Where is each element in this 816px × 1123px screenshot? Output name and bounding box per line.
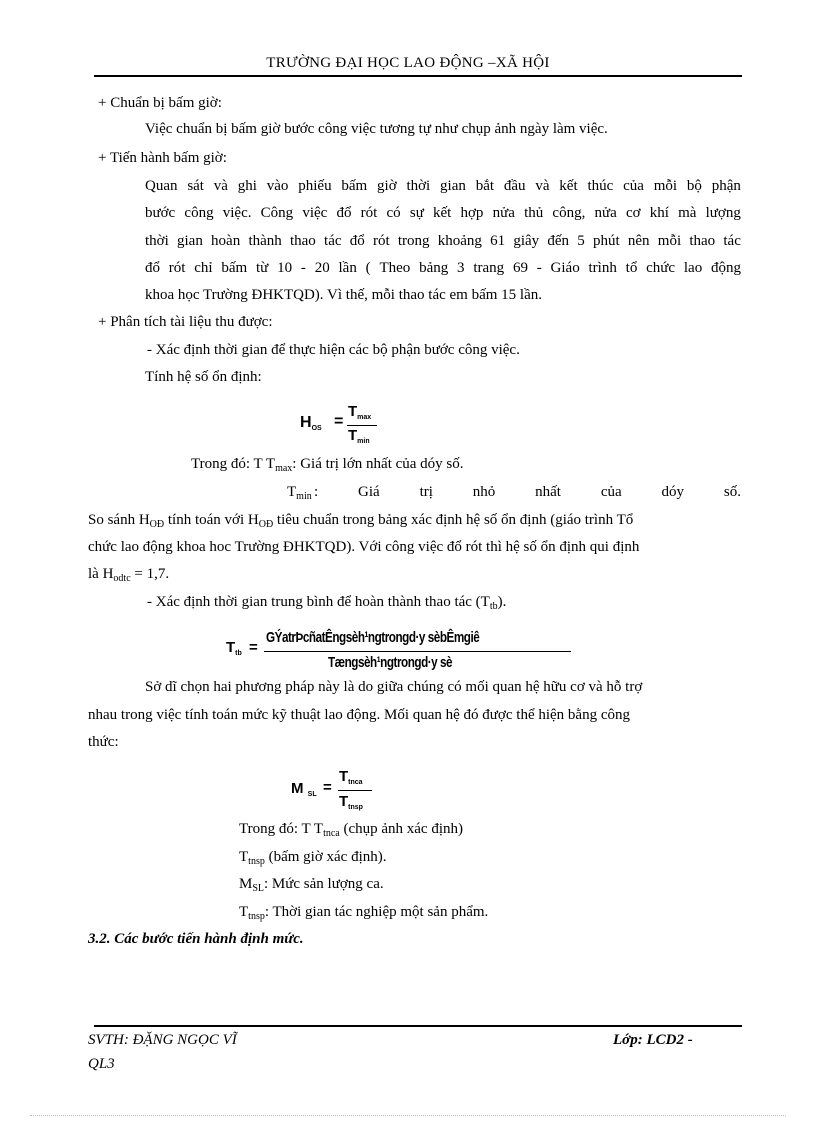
analysis-step-1: - Xác định thời gian để thực hiện các bộ phận bước công việc.: [147, 342, 520, 358]
tmin-definition: [314, 485, 741, 500]
word: khí: [649, 205, 669, 221]
footer-student: SVTH: ĐẶNG NGỌC VĨ: [88, 1032, 237, 1048]
header-rule: [94, 75, 742, 77]
word: kết: [433, 205, 452, 221]
word: sự: [409, 205, 424, 221]
word: bộ: [686, 178, 702, 194]
word: nửa: [492, 205, 515, 221]
word: trị: [419, 484, 433, 500]
word: 5: [577, 233, 585, 249]
word: Quan: [145, 178, 178, 194]
word: ghi: [237, 178, 257, 194]
word: nửa: [594, 205, 617, 221]
word: của: [623, 178, 644, 194]
word: -: [536, 260, 542, 276]
page-bottom-dotted-line: [30, 1115, 786, 1116]
formula-stability-bar: [347, 425, 377, 426]
word: bảng: [419, 260, 449, 276]
word: 61: [490, 233, 506, 249]
formula-stability-num: $T_{max}$: [348, 403, 372, 421]
prep-timing-text: Việc chuẩn bị bấm giờ bước công việc tương tự như chụp ảnh ngày làm việc.: [145, 121, 608, 137]
formula-mean-num: GÝatrÞcñatÊngsèh¹ngtrongd·y sèbÊmgiê: [266, 629, 480, 646]
compare-line-2: chức lao động khoa hoc Trường ĐHKTQD). Với công việc đổ rót thì hệ số ổn định qui định: [88, 539, 640, 555]
word: phút: [593, 233, 620, 249]
word: thúc: [587, 178, 614, 194]
word: phận: [711, 178, 741, 194]
word: đổ: [336, 205, 352, 221]
word: sát: [187, 178, 204, 194]
formula-output-num: $T_{tnca}$: [339, 768, 363, 786]
word: đến: [547, 233, 570, 249]
paragraph-line: khoa học Trường ĐHKTQD). Vì thế, mỗi thao tác em bấm 15 lần.: [145, 287, 542, 303]
word: thời: [406, 178, 431, 194]
word: mỗi: [657, 233, 682, 249]
formula-stability-eq: =: [334, 413, 344, 430]
where-ttnca: Trong đó: T $T_{tnca}$ (chụp ảnh xác định): [239, 821, 464, 839]
word: 10: [277, 260, 293, 276]
word: từ: [256, 260, 269, 276]
word: lượng: [705, 205, 741, 221]
word: hợp: [460, 205, 484, 221]
word: thời: [145, 233, 169, 249]
word: có: [386, 205, 401, 221]
word: chỉ: [194, 260, 213, 276]
word: 3: [457, 260, 465, 276]
word: (: [365, 260, 371, 276]
word: thủ: [524, 205, 544, 221]
word: đổ: [349, 233, 365, 249]
where-msl: $M_{SL}$: Mức sản lượng ca.: [239, 876, 384, 894]
word: nên: [627, 233, 650, 249]
word: gian: [177, 233, 203, 249]
where-tmax: Trong đó: T $T_{max}$: Giá trị lớn nhất của dóy số.: [191, 456, 464, 474]
formula-stability-den: $T_{min}$: [348, 427, 370, 445]
footer-class: Lớp: LCD2 -: [613, 1032, 693, 1048]
word: dóy: [661, 484, 684, 500]
word: thao: [289, 233, 316, 249]
word: Công: [260, 205, 294, 221]
tmin-symbol: $T_{min}$: [287, 484, 312, 502]
word: nhất: [535, 484, 561, 500]
word: khoảng: [437, 233, 482, 249]
footer-rule: [94, 1025, 742, 1027]
word: việc.: [222, 205, 252, 221]
word: rót: [372, 233, 390, 249]
word: 69: [512, 260, 528, 276]
word: 20: [314, 260, 330, 276]
formula-mean-den: Tængsèh¹ngtrongd·y sè: [328, 654, 453, 671]
formula-output-eq: =: [323, 779, 332, 796]
word: nhỏ: [472, 484, 496, 500]
word: lần: [338, 260, 357, 276]
word: mà: [678, 205, 697, 221]
word: công,: [552, 205, 586, 221]
word: tác: [723, 233, 741, 249]
formula-mean-lhs: $T_{tb}$: [226, 639, 242, 657]
stability-heading: Tính hệ số ổn định:: [145, 369, 262, 385]
word: bắt: [475, 178, 495, 194]
word: vào: [266, 178, 289, 194]
paragraph-line: [145, 179, 741, 194]
where-ttnsp: $T_{tnsp}$ (bấm giờ xác định).: [239, 849, 387, 867]
word: -: [300, 260, 306, 276]
word: rót: [360, 205, 378, 221]
word: giờ: [377, 178, 397, 194]
word: cơ: [625, 205, 641, 221]
section-heading: 3.2. Các bước tiến hành định mức.: [88, 931, 304, 947]
formula-mean-eq: =: [249, 639, 258, 656]
word: Giáo: [550, 260, 580, 276]
word: phiếu: [298, 178, 332, 194]
paragraph-line: [145, 261, 741, 276]
paragraph-line: [145, 206, 741, 221]
word: và: [213, 178, 228, 194]
relation-paragraph-3: thức:: [88, 734, 119, 750]
word: công: [184, 205, 214, 221]
paragraph-line: [145, 234, 741, 249]
bullet-prep-timing: + Chuẩn bị bấm giờ:: [98, 95, 222, 111]
relation-paragraph: Sở dĩ chọn hai phương pháp này là do giữa chúng có mối quan hệ hữu cơ và hỗ trợ: [145, 679, 643, 695]
footer-student-line2: QL3: [88, 1056, 115, 1072]
word: và: [535, 178, 550, 194]
word: đầu: [503, 178, 526, 194]
word: tổ: [625, 260, 638, 276]
word: lao: [683, 260, 703, 276]
word: trình: [588, 260, 617, 276]
word: gian: [440, 178, 466, 194]
word: giây: [513, 233, 540, 249]
word: :: [314, 484, 319, 500]
word: rót: [168, 260, 186, 276]
formula-stability-lhs: HOS: [300, 414, 322, 432]
formula-output-lhs: M $_{SL}$: [291, 780, 317, 798]
word: của: [600, 484, 622, 500]
word: Giá: [358, 484, 380, 500]
page-header-title: TRƯỜNG ĐẠI HỌC LAO ĐỘNG –XÃ HỘI: [266, 55, 550, 71]
word: trang: [473, 260, 505, 276]
word: số.: [723, 484, 741, 500]
word: bấm: [221, 260, 248, 276]
word: đổ: [145, 260, 160, 276]
word: thao: [689, 233, 716, 249]
where-ttnsp-2: $T_{tnsp}$: Thời gian tác nghiệp một sản phẩm.: [239, 904, 489, 922]
word: mỗi: [653, 178, 678, 194]
word: hoàn: [211, 233, 241, 249]
word: chức: [646, 260, 676, 276]
word: bước: [145, 205, 176, 221]
formula-output-bar: [338, 790, 372, 791]
word: trong: [397, 233, 430, 249]
word: việc: [302, 205, 328, 221]
word: bấm: [341, 178, 368, 194]
analysis-step-2: - Xác định thời gian trung bình để hoàn thành thao tác $(T_{tb})$.: [147, 594, 507, 612]
bullet-analysis: + Phân tích tài liệu thu được:: [98, 314, 273, 330]
formula-mean-bar: [264, 651, 571, 652]
word: tác: [324, 233, 342, 249]
word: động: [711, 260, 741, 276]
word: Theo: [379, 260, 411, 276]
compare-line: So sánh $H_{OĐ}$ tính toán với $H_{OĐ}$ tiêu chuẩn trong bảng xác định hệ số ổn định (giáo trình Tổ: [88, 512, 634, 530]
formula-output-den: $T_{tnsp}$: [339, 793, 363, 811]
standard-value: là $H_{odtc} = 1,7$.: [88, 566, 170, 584]
word: thành: [248, 233, 282, 249]
relation-paragraph-2: nhau trong việc tính toán mức kỹ thuật lao động. Mối quan hệ đó được thể hiện bằng công: [88, 707, 630, 723]
bullet-do-timing: + Tiến hành bấm giờ:: [98, 150, 227, 166]
word: kết: [559, 178, 578, 194]
